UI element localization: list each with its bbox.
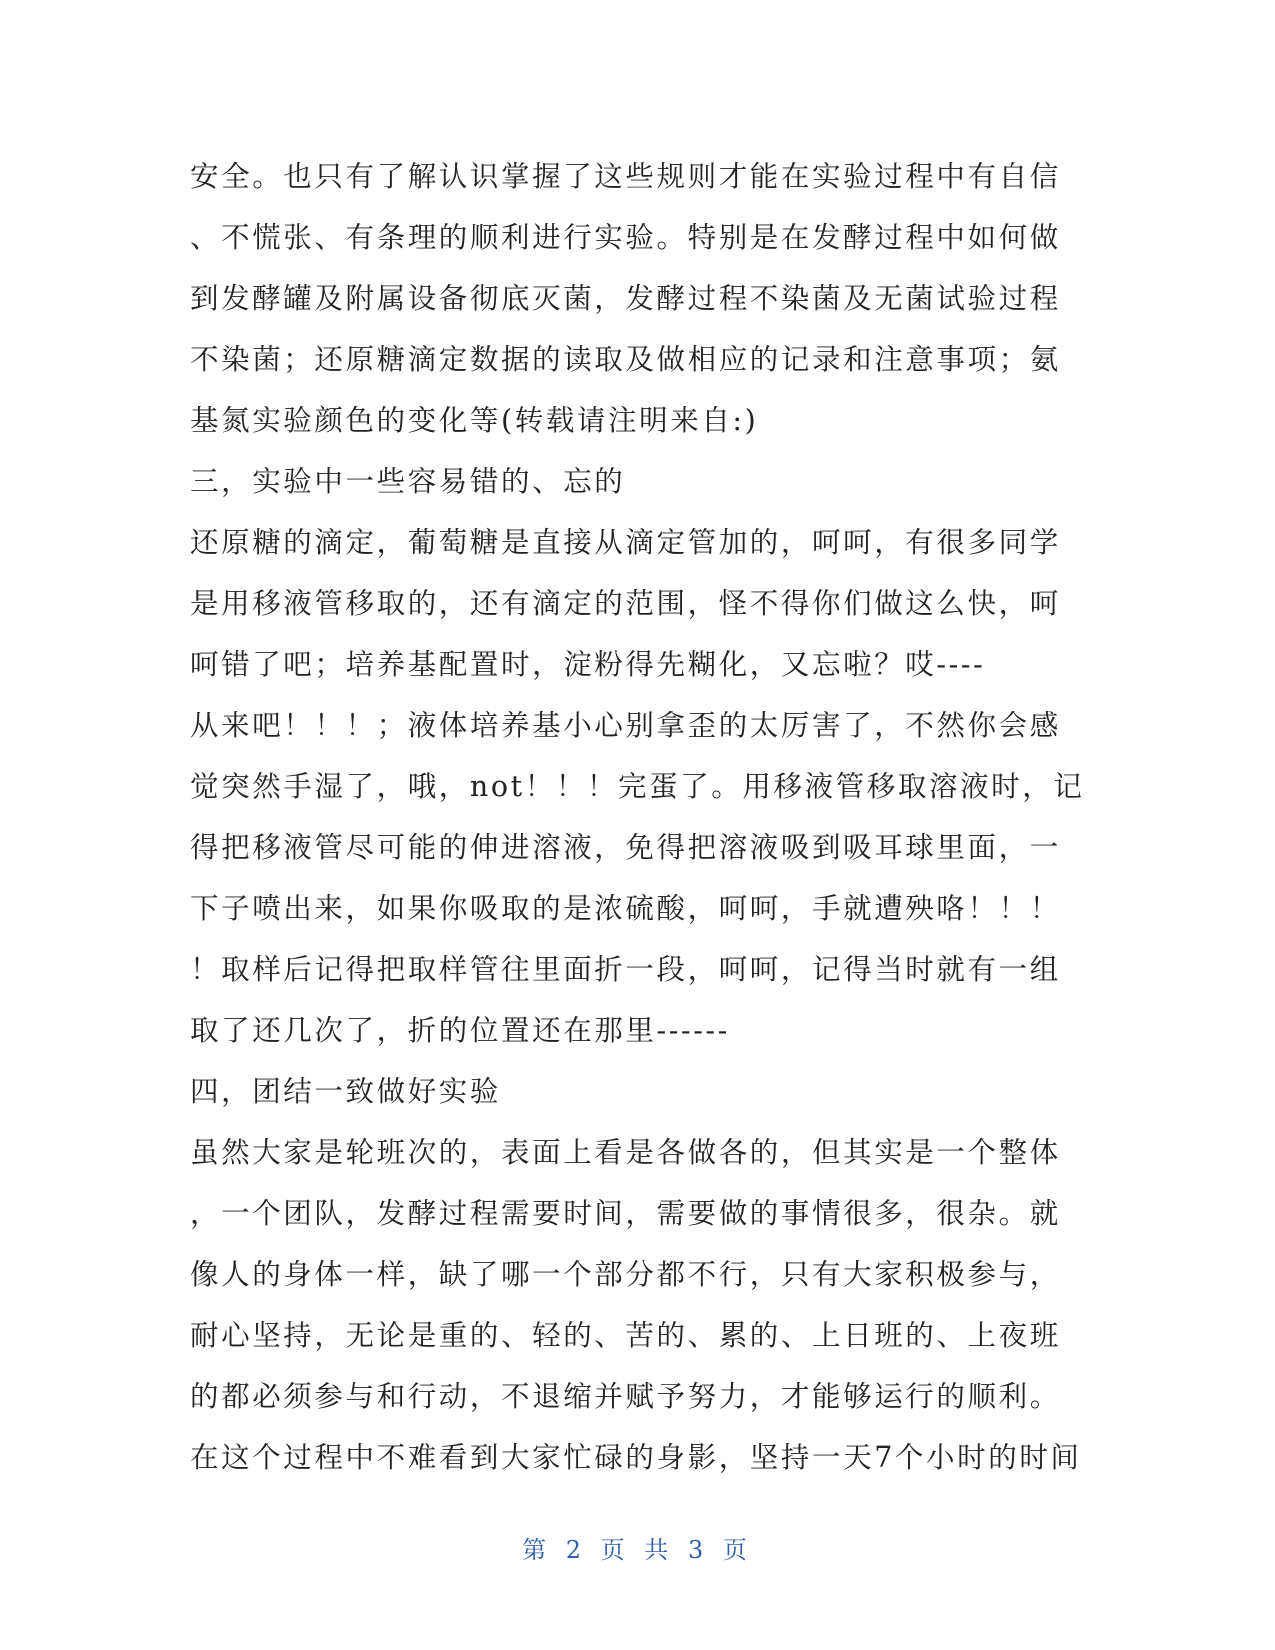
text-line: 是用移液管移取的，还有滴定的范围，怪不得你们做这么快，呵 bbox=[190, 587, 1061, 620]
text-line: ！取样后记得把取样管往里面折一段，呵呵，记得当时就有一组 bbox=[190, 953, 1061, 986]
text-line: 基氮实验颜色的变化等(转载请注明来自:) bbox=[190, 404, 759, 437]
text-line: 还原糖的滴定，葡萄糖是直接从滴定管加的，呵呵，有很多同学 bbox=[190, 526, 1061, 559]
text-line: 呵错了吧；培养基配置时，淀粉得先糊化，又忘啦？哎---- bbox=[190, 648, 986, 681]
text-line: 在这个过程中不难看到大家忙碌的身影，坚持一天7个小时的时间 bbox=[190, 1441, 1082, 1474]
section-heading-4: 四，团结一致做好实验 bbox=[190, 1075, 502, 1108]
text-line: 到发酵罐及附属设备彻底灭菌，发酵过程不染菌及无菌试验过程 bbox=[190, 282, 1061, 315]
text-line: 不染菌；还原糖滴定数据的读取及做相应的记录和注意事项；氨 bbox=[190, 343, 1061, 376]
text-line: 得把移液管尽可能的伸进溶液，免得把溶液吸到吸耳球里面，一 bbox=[190, 831, 1061, 864]
page-number-footer: 第 2 页 共 3 页 bbox=[522, 1536, 753, 1564]
text-line: ，一个团队，发酵过程需要时间，需要做的事情很多，很杂。就 bbox=[190, 1197, 1061, 1230]
text-line: 安全。也只有了解认识掌握了这些规则才能在实验过程中有自信 bbox=[190, 160, 1061, 193]
text-line: 觉突然手湿了，哦，not！！！完蛋了。用移液管移取溶液时，记 bbox=[190, 770, 1085, 803]
text-line: 取了还几次了，折的位置还在那里------ bbox=[190, 1014, 730, 1047]
text-line: 从来吧！！！；液体培养基小心别拿歪的太厉害了，不然你会感 bbox=[190, 709, 1061, 742]
text-line: 像人的身体一样，缺了哪一个部分都不行，只有大家积极参与， bbox=[190, 1258, 1061, 1291]
text-line: 的都必须参与和行动，不退缩并赋予努力，才能够运行的顺利。 bbox=[190, 1380, 1061, 1413]
text-line: 耐心坚持，无论是重的、轻的、苦的、累的、上日班的、上夜班 bbox=[190, 1319, 1061, 1352]
text-line: 下子喷出来，如果你吸取的是浓硫酸，呵呵，手就遭殃咯！！！ bbox=[190, 892, 1061, 925]
text-line: 虽然大家是轮班次的，表面上看是各做各的，但其实是一个整体 bbox=[190, 1136, 1061, 1169]
section-heading-3: 三，实验中一些容易错的、忘的 bbox=[190, 465, 626, 498]
body-text bbox=[190, 146, 1090, 1488]
text-line: 、不慌张、有条理的顺利进行实验。特别是在发酵过程中如何做 bbox=[190, 221, 1061, 254]
